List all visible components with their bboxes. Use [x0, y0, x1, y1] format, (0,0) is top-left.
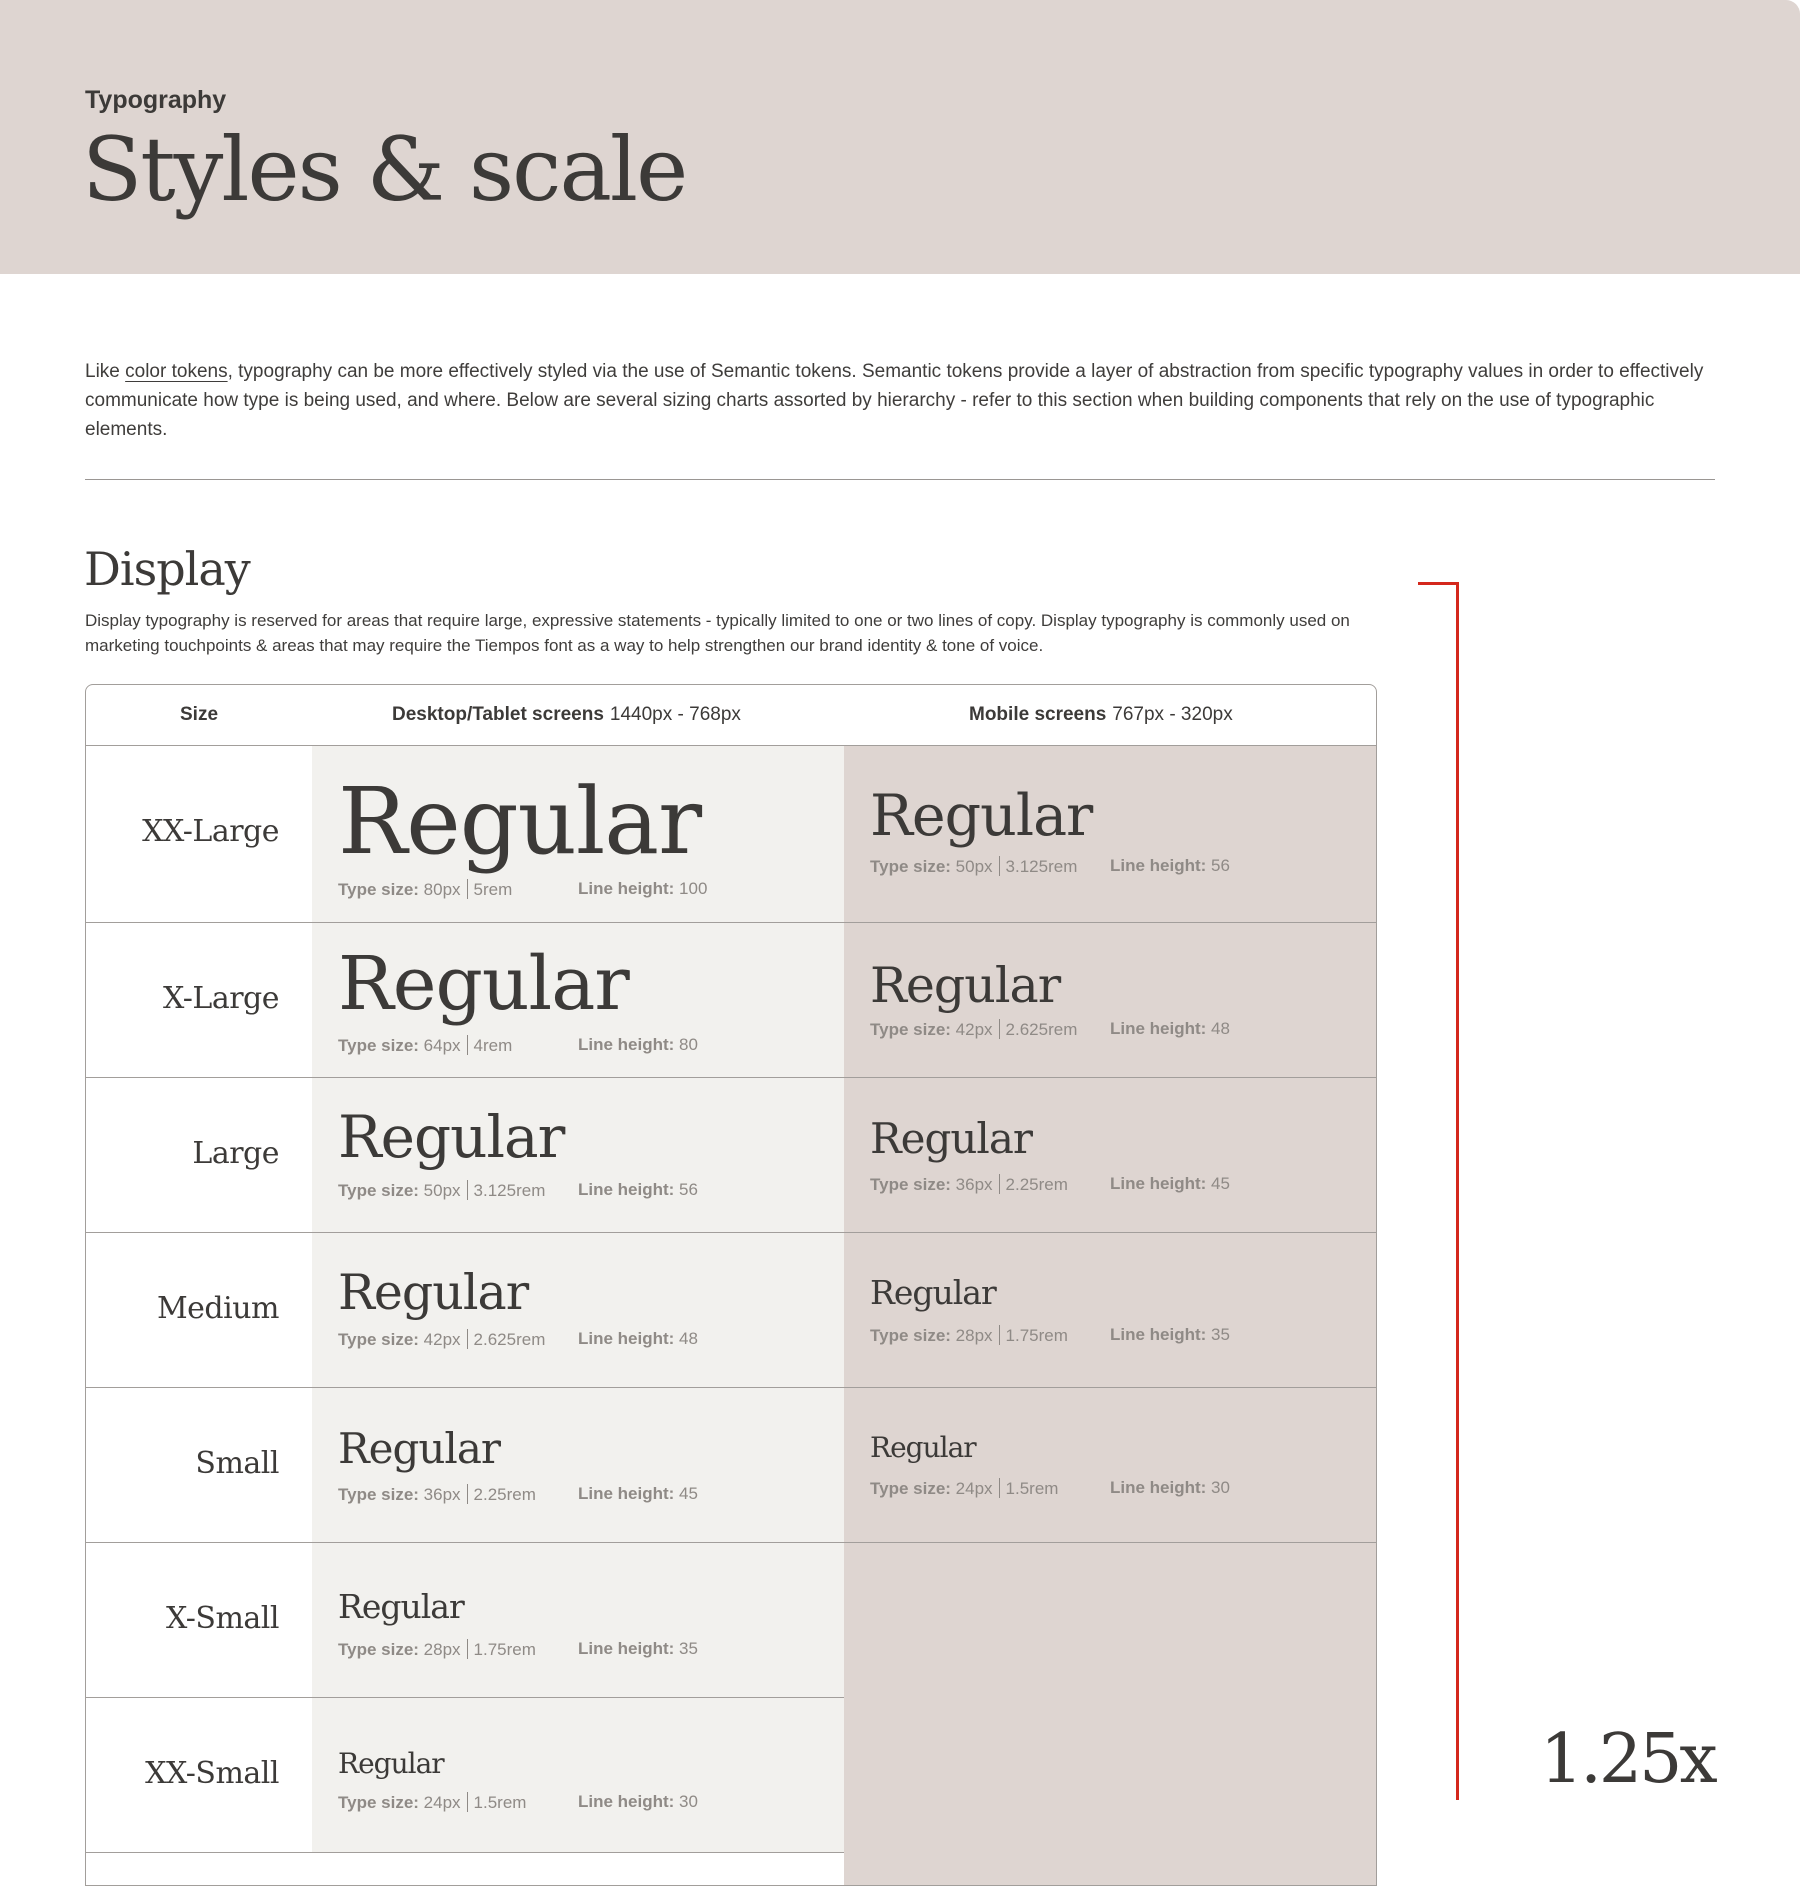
color-tokens-link[interactable]: color tokens	[125, 361, 228, 382]
line-height-value: 100	[674, 879, 708, 898]
size-label: XX-Large	[142, 814, 279, 849]
desktop-cell	[312, 746, 844, 923]
line-height	[578, 1035, 698, 1055]
line-height	[1110, 1325, 1230, 1345]
type-size-label: Type size:	[338, 1793, 419, 1812]
mobile-cell	[844, 1233, 1376, 1388]
line-height-value: 45	[674, 1484, 698, 1503]
mobile-sample-text: Regular	[870, 783, 1093, 849]
type-spec	[338, 1329, 698, 1350]
spec-separator	[999, 1325, 1000, 1345]
table-row	[86, 1543, 1376, 1698]
type-spec	[338, 1792, 698, 1813]
line-height	[1110, 1019, 1230, 1039]
size-label: Small	[195, 1446, 279, 1481]
type-spec	[338, 879, 708, 900]
row-divider	[86, 1852, 844, 1853]
size-label: Medium	[156, 1291, 279, 1326]
desktop-sample-text: Regular	[338, 941, 629, 1027]
table-row	[86, 1388, 1376, 1543]
scale-bracket-line	[1456, 582, 1459, 1800]
size-label: XX-Small	[145, 1756, 279, 1791]
type-size-label: Type size:	[870, 1175, 951, 1194]
spec-separator	[467, 879, 468, 899]
mobile-cell	[844, 1388, 1376, 1543]
line-height-label: Line height:	[578, 1035, 675, 1054]
type-size-label: Type size:	[870, 857, 951, 876]
type-size-px: 50px	[950, 857, 993, 876]
line-height-label: Line height:	[1110, 856, 1207, 875]
line-height-value: 30	[1206, 1478, 1230, 1497]
spec-separator	[999, 1478, 1000, 1498]
table-row	[86, 746, 1376, 923]
line-height	[1110, 856, 1230, 876]
desktop-sample-text: Regular	[338, 1587, 464, 1626]
desktop-sample-text: Regular	[338, 1103, 565, 1171]
type-size-rem: 2.25rem	[1005, 1175, 1068, 1194]
table-row	[86, 1233, 1376, 1388]
desktop-sample-text: Regular	[338, 1424, 500, 1473]
type-size-px: 42px	[950, 1020, 993, 1039]
type-size-px: 24px	[950, 1479, 993, 1498]
type-size-px: 80px	[418, 880, 461, 899]
type-size-label: Type size:	[870, 1020, 951, 1039]
type-size-rem: 5rem	[473, 880, 513, 899]
desktop-cell	[312, 1078, 844, 1233]
type-size-rem: 1.75rem	[473, 1640, 536, 1659]
header-mobile: Mobile screens 767px - 320px	[969, 704, 1233, 725]
type-size-rem: 4rem	[473, 1036, 513, 1055]
line-height	[578, 1180, 698, 1200]
mobile-sample-text: Regular	[870, 1273, 996, 1312]
line-height-label: Line height:	[578, 879, 675, 898]
page-eyebrow: Typography	[85, 86, 227, 114]
table-row	[86, 923, 1376, 1078]
size-label: X-Large	[162, 981, 279, 1016]
line-height-value: 48	[1206, 1019, 1230, 1038]
type-size-rem: 2.25rem	[473, 1485, 536, 1504]
display-section-title: Display	[84, 542, 250, 596]
desktop-cell	[312, 1698, 844, 1853]
desktop-cell	[312, 1233, 844, 1388]
line-height-value: 45	[1206, 1174, 1230, 1193]
type-spec	[338, 1639, 698, 1660]
spec-separator	[467, 1329, 468, 1349]
spec-separator	[999, 1019, 1000, 1039]
type-spec	[338, 1180, 698, 1201]
line-height	[1110, 1478, 1230, 1498]
header-size: Size	[180, 704, 219, 725]
size-label: X-Small	[166, 1601, 279, 1636]
mobile-cell	[844, 1078, 1376, 1233]
scale-multiplier: 1.25x	[1540, 1720, 1715, 1799]
line-height-label: Line height:	[578, 1792, 675, 1811]
line-height-label: Line height:	[1110, 1325, 1207, 1344]
type-size-rem: 2.625rem	[473, 1330, 546, 1349]
line-height-label: Line height:	[578, 1639, 675, 1658]
type-size-px: 24px	[418, 1793, 461, 1812]
type-size-px: 28px	[418, 1640, 461, 1659]
mobile-sample-text: Regular	[870, 1114, 1032, 1163]
desktop-sample-text: Regular	[338, 1747, 444, 1780]
page-header	[0, 0, 1800, 274]
page-title: Styles & scale	[82, 118, 687, 221]
table-row	[86, 1078, 1376, 1233]
type-spec	[870, 856, 1230, 877]
spec-separator	[467, 1484, 468, 1504]
intro-suffix: , typography can be more effectively styled via the use of Semantic tokens. Semantic tokens provide a layer of abstraction from specific typography values in order to effectively communicate how type is being used, and where. Below are several sizing charts assorted by hierarchy - refer to this section when building components that rely on the use of typographic elements.	[85, 361, 1704, 440]
line-height-value: 56	[674, 1180, 698, 1199]
type-size-rem: 1.75rem	[1005, 1326, 1068, 1345]
line-height-label: Line height:	[578, 1180, 675, 1199]
intro-prefix: Like	[85, 361, 126, 382]
spec-separator	[999, 856, 1000, 876]
type-size-px: 64px	[418, 1036, 461, 1055]
line-height-label: Line height:	[1110, 1019, 1207, 1038]
table-header	[86, 685, 1376, 746]
line-height-value: 35	[674, 1639, 698, 1658]
type-size-px: 42px	[418, 1330, 461, 1349]
type-size-label: Type size:	[338, 880, 419, 899]
type-size-px: 50px	[418, 1181, 461, 1200]
type-spec	[870, 1019, 1230, 1040]
scale-bracket-cap	[1418, 582, 1459, 585]
type-size-label: Type size:	[870, 1326, 951, 1345]
mobile-sample-text: Regular	[870, 957, 1061, 1014]
line-height-label: Line height:	[1110, 1478, 1207, 1497]
line-height	[578, 1484, 698, 1504]
type-spec	[870, 1174, 1230, 1195]
line-height-value: 56	[1206, 856, 1230, 875]
line-height	[578, 1639, 698, 1659]
type-size-rem: 3.125rem	[473, 1181, 546, 1200]
display-section-description: Display typography is reserved for areas that require large, expressive statements - typically limited to one or two lines of copy. Display typography is commonly used on marketing touchpoints & areas that may require the Tiempos font as a way to help strengthen our brand identity & tone of voice.	[85, 611, 1350, 655]
type-spec	[338, 1484, 698, 1505]
desktop-sample-text: Regular	[338, 1264, 529, 1321]
type-spec	[870, 1478, 1230, 1499]
line-height	[578, 1329, 698, 1349]
type-size-label: Type size:	[338, 1036, 419, 1055]
type-size-rem: 1.5rem	[473, 1793, 527, 1812]
display-scale-table	[85, 684, 1377, 1886]
type-spec	[870, 1325, 1230, 1346]
type-size-label: Type size:	[338, 1181, 419, 1200]
type-size-label: Type size:	[338, 1485, 419, 1504]
type-spec	[338, 1035, 698, 1056]
type-size-rem: 1.5rem	[1005, 1479, 1059, 1498]
line-height-label: Line height:	[578, 1329, 675, 1348]
type-size-label: Type size:	[870, 1479, 951, 1498]
spec-separator	[467, 1035, 468, 1055]
line-height-value: 35	[1206, 1325, 1230, 1344]
type-size-px: 36px	[950, 1175, 993, 1194]
mobile-cell	[844, 923, 1376, 1078]
type-size-px: 36px	[418, 1485, 461, 1504]
line-height	[578, 1792, 698, 1812]
header-desktop: Desktop/Tablet screens 1440px - 768px	[392, 704, 741, 725]
type-size-label: Type size:	[338, 1640, 419, 1659]
size-label: Large	[192, 1136, 279, 1171]
table-row	[86, 1698, 1376, 1853]
desktop-sample-text: Regular	[338, 768, 702, 875]
line-height-label: Line height:	[1110, 1174, 1207, 1193]
spec-separator	[467, 1180, 468, 1200]
intro-paragraph	[85, 357, 1715, 444]
desktop-cell	[312, 1388, 844, 1543]
mobile-cell	[844, 746, 1376, 923]
line-height-label: Line height:	[578, 1484, 675, 1503]
spec-separator	[467, 1792, 468, 1812]
section-divider	[85, 479, 1715, 480]
line-height-value: 80	[674, 1035, 698, 1054]
desktop-cell	[312, 1543, 844, 1698]
desktop-cell	[312, 923, 844, 1078]
spec-separator	[999, 1174, 1000, 1194]
line-height	[578, 879, 707, 899]
line-height-value: 48	[674, 1329, 698, 1348]
mobile-sample-text: Regular	[870, 1431, 976, 1464]
line-height-value: 30	[674, 1792, 698, 1811]
type-size-rem: 2.625rem	[1005, 1020, 1078, 1039]
type-size-px: 28px	[950, 1326, 993, 1345]
type-size-label: Type size:	[338, 1330, 419, 1349]
line-height	[1110, 1174, 1230, 1194]
spec-separator	[467, 1639, 468, 1659]
type-size-rem: 3.125rem	[1005, 857, 1078, 876]
